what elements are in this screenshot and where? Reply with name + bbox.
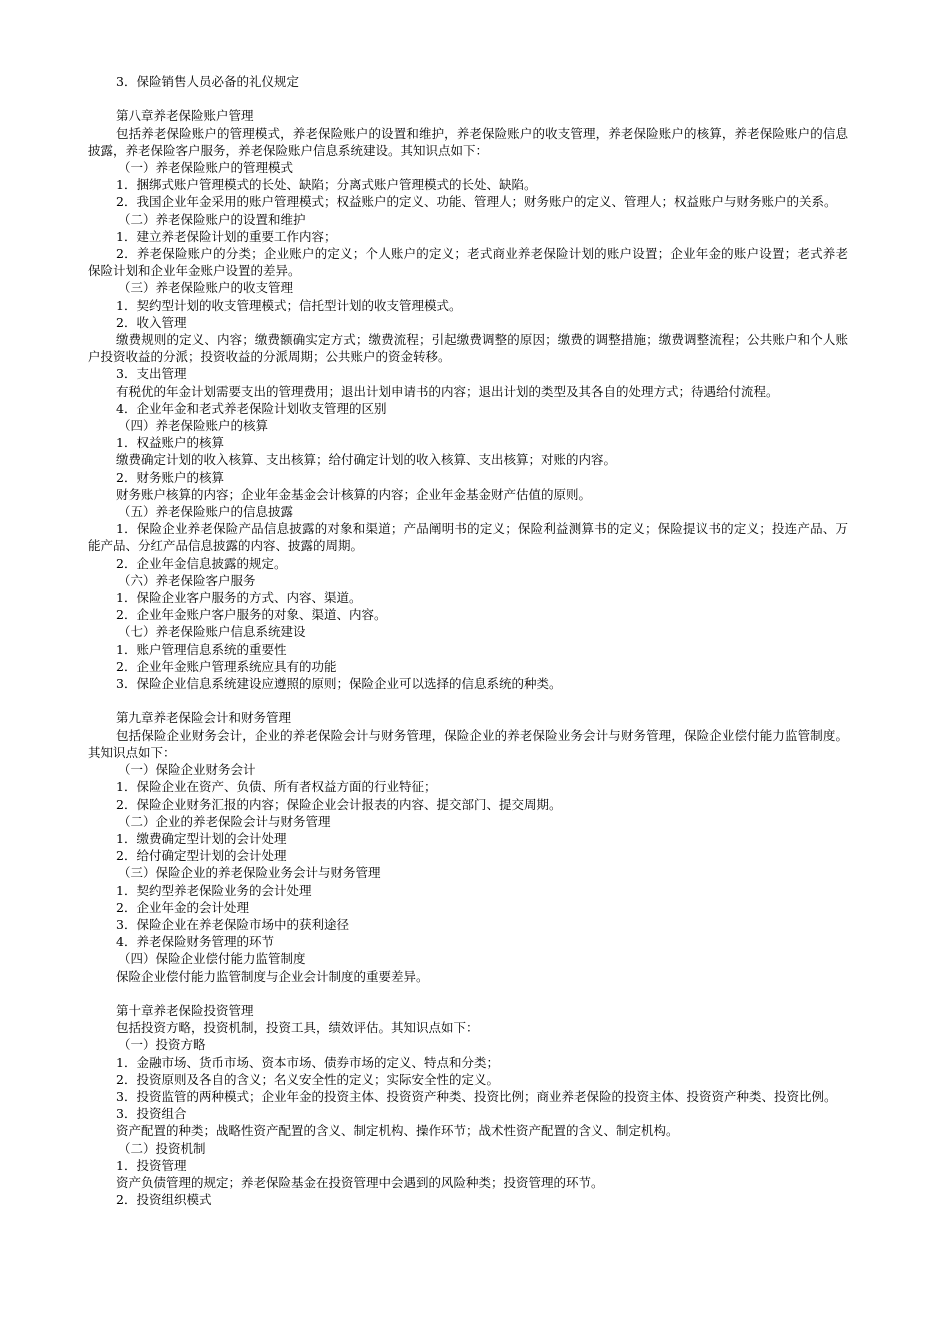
list-item: 2．养老保险账户的分类；企业账户的定义；个人账户的定义；老式商业养老保险计划的账户设置；企业年金的账户设置；老式养老保险计划和企业年金账户设置的差异。 (88, 246, 848, 279)
list-item: 3．保险企业信息系统建设应遵照的原则；保险企业可以选择的信息系统的种类。 (116, 676, 562, 692)
list-item: 2．投资组织模式 (116, 1192, 212, 1208)
list-item: 1．保险企业在资产、负债、所有者权益方面的行业特征； (116, 779, 437, 795)
list-item: 1．金融市场、货币市场、资本市场、债券市场的定义、特点和分类； (116, 1054, 499, 1070)
paragraph: 包括养老保险账户的管理模式，养老保险账户的设置和维护，养老保险账户的收支管理，养老保险账户的核算，养老保险账户的信息披露，养老保险客户服务，养老保险账户信息系统建设。其知识点如下： (88, 125, 848, 158)
chapter-heading: 第十章养老保险投资管理 (116, 1002, 254, 1018)
section-heading: （一）养老保险账户的管理模式 (118, 160, 294, 175)
section-heading: （六）养老保险客户服务 (118, 572, 256, 588)
list-item: 2．财务账户的核算 (116, 469, 224, 485)
blank-line (0, 90, 950, 107)
paragraph: 缴费确定计划的收入核算、支出核算；给付确定计划的收入核算、支出核算；对账的内容。 (116, 452, 617, 468)
section-heading: （二）企业的养老保险会计与财务管理 (118, 813, 331, 829)
paragraph: 保险企业偿付能力监管制度与企业会计制度的重要差异。 (116, 968, 429, 984)
list-item: 3．保险销售人员必备的礼仪规定 (116, 74, 299, 89)
list-item: 2．我国企业年金采用的账户管理模式；权益账户的定义、功能、管理人；财务账户的定义、管理人；权益账户与财务账户的关系。 (116, 194, 837, 210)
paragraph: 缴费规则的定义、内容；缴费额确实定方式；缴费流程；引起缴费调整的原因；缴费的调整措施；缴费调整流程；公共账户和个人账户投资收益的分派；投资收益的分派周期；公共账户的资金转移。 (88, 332, 848, 365)
section-heading: （二）投资机制 (118, 1140, 206, 1156)
list-item: 1．保险企业客户服务的方式、内容、渠道。 (116, 590, 362, 606)
list-item: 1．捆绑式账户管理模式的长处、缺陷；分离式账户管理模式的长处、缺陷。 (116, 177, 537, 193)
list-item: 2．企业年金账户客户服务的对象、渠道、内容。 (116, 607, 387, 623)
list-item: 3．支出管理 (116, 366, 187, 382)
list-item: 2．收入管理 (116, 314, 187, 330)
list-item: 2．企业年金的会计处理 (116, 899, 249, 915)
paragraph: 资产负债管理的规定；养老保险基金在投资管理中会遇到的风险种类；投资管理的环节。 (116, 1174, 604, 1190)
paragraph: 包括保险企业财务会计，企业的养老保险会计与财务管理，保险企业的养老保险业务会计与财务管理，保险企业偿付能力监管制度。其知识点如下： (88, 727, 848, 760)
paragraph: 包括投资方略，投资机制，投资工具，绩效评估。其知识点如下： (116, 1020, 479, 1036)
paragraph: 有税优的年金计划需要支出的管理费用；退出计划申请书的内容；退出计划的类型及其各自的处理方式；待遇给付流程。 (116, 383, 779, 399)
blank-line (0, 692, 950, 709)
section-heading: （四）养老保险账户的核算 (118, 418, 269, 434)
list-item: 1．保险企业养老保险产品信息披露的对象和渠道；产品阐明书的定义；保险利益测算书的定义；保险提议书的定义；投连产品、万能产品、分红产品信息披露的内容、披露的周期。 (88, 521, 848, 554)
list-item: 1．缴费确定型计划的会计处理 (116, 830, 287, 846)
section-heading: （五）养老保险账户的信息披露 (118, 504, 294, 520)
section-heading: （一）保险企业财务会计 (118, 762, 256, 778)
list-item: 1．权益账户的核算 (116, 435, 224, 451)
list-item: 2．投资原则及各自的含义；名义安全性的定义；实际安全性的定义。 (116, 1071, 499, 1087)
list-item: 1．契约型计划的收支管理模式；信托型计划的收支管理模式。 (116, 297, 462, 313)
list-item: 2．保险企业财务汇报的内容；保险企业会计报表的内容、提交部门、提交周期。 (116, 796, 562, 812)
list-item: 2．企业年金账户管理系统应具有的功能 (116, 658, 337, 674)
section-heading: （四）保险企业偿付能力监管制度 (118, 951, 306, 967)
list-item: 1．契约型养老保险业务的会计处理 (116, 882, 312, 898)
paragraph: 资产配置的种类；战略性资产配置的含义、制定机构、操作环节；战术性资产配置的含义、制定机构。 (116, 1123, 679, 1139)
blank-line (0, 985, 950, 1002)
section-heading: （一）投资方略 (118, 1037, 206, 1053)
section-heading: （三）保险企业的养老保险业务会计与财务管理 (118, 865, 381, 881)
chapter-heading: 第八章养老保险账户管理 (116, 108, 254, 124)
paragraph: 财务账户核算的内容；企业年金基金会计核算的内容；企业年金基金财产估值的原则。 (116, 486, 592, 502)
section-heading: （七）养老保险账户信息系统建设 (118, 624, 306, 640)
list-item: 1．账户管理信息系统的重要性 (116, 641, 287, 657)
list-item: 3．投资监管的两种模式；企业年金的投资主体、投资资产种类、投资比例；商业养老保险的投资主体、投资资产种类、投资比例。 (116, 1088, 837, 1104)
list-item: 1．建立养老保险计划的重要工作内容； (116, 228, 337, 244)
list-item: 2．企业年金信息披露的规定。 (116, 555, 287, 571)
list-item: 3．投资组合 (116, 1106, 187, 1122)
section-heading: （二）养老保险账户的设置和维护 (118, 211, 306, 227)
document-body (0, 73, 950, 1208)
list-item: 4．养老保险财务管理的环节 (116, 934, 274, 950)
list-item: 1．投资管理 (116, 1157, 187, 1173)
chapter-heading: 第九章养老保险会计和财务管理 (116, 710, 292, 726)
list-item: 2．给付确定型计划的会计处理 (116, 848, 287, 864)
list-item: 3．保险企业在养老保险市场中的获利途径 (116, 916, 349, 932)
list-item: 4．企业年金和老式养老保险计划收支管理的区别 (116, 400, 387, 416)
section-heading: （三）养老保险账户的收支管理 (118, 280, 294, 296)
